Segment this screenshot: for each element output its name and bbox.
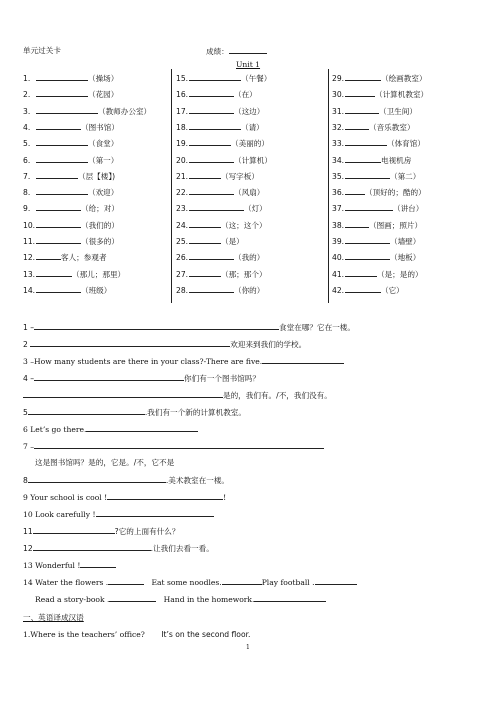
vocab-hint: （花园） [88, 90, 119, 100]
vocab-number: 20. [176, 155, 189, 165]
score-label: 成绩： [206, 46, 267, 56]
vocab-row [332, 220, 422, 230]
vocab-row [176, 236, 244, 246]
vocab-answer-blank[interactable] [345, 171, 390, 179]
vocab-hint: （音乐教室） [369, 122, 415, 132]
vocab-row [23, 187, 118, 197]
vocab-number: 37. [332, 204, 345, 214]
vocab-answer-blank[interactable] [36, 106, 98, 114]
vocab-row [176, 155, 272, 165]
vocab-hint: （我们的） [81, 220, 119, 230]
vocab-number: 17. [176, 106, 189, 116]
vocab-answer-blank[interactable] [36, 155, 88, 163]
vocab-hint: （是；是的） [377, 269, 423, 279]
vocab-hint: （我的） [234, 253, 265, 263]
vocab-number: 2. [23, 90, 31, 100]
vocab-answer-blank[interactable] [189, 122, 241, 130]
vocab-row [176, 89, 257, 99]
vocab-answer-blank[interactable] [36, 236, 81, 244]
sentence-11: 11 ?它的上面有什么？ [23, 527, 180, 536]
vocab-answer-blank[interactable] [189, 106, 234, 114]
vocab-hint: （层【楼】) [78, 171, 116, 181]
vocab-hint: （写字板） [221, 171, 259, 181]
vocab-answer-blank[interactable] [36, 285, 81, 293]
vocab-number: 13. [23, 269, 36, 279]
vocab-row [176, 203, 267, 213]
vocab-answer-blank[interactable] [36, 269, 72, 277]
vocab-hint: （请） [241, 122, 264, 132]
vocab-number: 42. [332, 285, 345, 295]
vocab-answer-blank[interactable] [345, 220, 369, 228]
answer-blank[interactable] [108, 577, 144, 585]
answer-blank[interactable] [222, 577, 262, 585]
sentence-7: 7 – [23, 441, 324, 451]
score-blank[interactable] [229, 46, 267, 54]
vocab-hint: （欢迎） [88, 188, 119, 198]
vocab-row [23, 269, 125, 279]
sentence-3: 3 –How many students are there in your class?-There are five. [23, 356, 344, 366]
vocab-row [23, 285, 111, 295]
vocab-row [176, 285, 264, 295]
vocab-row [23, 122, 119, 132]
vocab-row [23, 73, 118, 83]
vocab-answer-blank[interactable] [36, 220, 81, 228]
vocab-row [23, 171, 115, 181]
vocab-answer-blank[interactable] [345, 187, 365, 195]
answer-blank[interactable] [254, 594, 326, 602]
sentence-10: 10 Look carefully ! [23, 509, 214, 519]
vocab-hint: （卫生间） [379, 106, 417, 116]
vocab-hint: （墙壁） [390, 237, 421, 246]
column-divider [171, 69, 172, 303]
vocab-number: 32. [332, 122, 345, 132]
vocab-number: 33. [332, 139, 345, 149]
vocab-row [176, 220, 267, 230]
vocab-number: 3. [23, 106, 31, 116]
vocab-row [23, 155, 118, 165]
vocab-answer-blank[interactable] [345, 106, 379, 114]
vocab-number: 34. [332, 155, 345, 165]
sentence-7b: 这是图书馆吗？是的，它是。/不，它不是 [35, 458, 175, 467]
sentence-14: 14 Water the flowers . Eat some noodles. Play football . [23, 577, 357, 587]
answer-blank[interactable] [34, 441, 324, 449]
vocab-hint: （食堂） [88, 139, 119, 149]
question-1-answer: It’s on the second floor. [161, 630, 251, 639]
vocab-hint: （它） [381, 285, 404, 295]
vocab-hint: （午餐） [241, 74, 272, 83]
vocab-row [332, 89, 428, 99]
vocab-answer-blank[interactable] [189, 155, 234, 163]
vocab-answer-blank[interactable] [36, 171, 78, 179]
vocab-hint: （班级） [81, 285, 112, 295]
column-divider [328, 69, 329, 303]
vocab-row [332, 138, 425, 148]
vocab-answer-blank[interactable] [189, 252, 234, 260]
answer-blank[interactable] [28, 475, 166, 483]
vocab-row [23, 138, 118, 148]
answer-blank[interactable] [34, 322, 279, 330]
vocab-number: 15. [176, 74, 189, 83]
sentence-9: 9 Your school is cool ! ! [23, 493, 227, 502]
vocab-number: 35. [332, 171, 345, 181]
vocab-answer-blank[interactable] [345, 155, 381, 163]
vocab-number: 23. [176, 204, 189, 214]
vocab-number: 25. [176, 237, 189, 246]
vocab-row [176, 106, 264, 116]
vocab-number: 21. [176, 171, 189, 181]
vocab-answer-blank[interactable] [36, 73, 88, 81]
vocab-row [176, 187, 264, 197]
vocab-hint: （那儿；那里） [72, 269, 126, 279]
vocab-hint: （很多的） [81, 237, 119, 246]
vocab-row [23, 106, 151, 116]
sentence-12: 12 .让我们去看一看。 [23, 544, 214, 553]
vocab-answer-blank[interactable] [345, 89, 375, 97]
vocab-row [332, 171, 420, 181]
answer-blank[interactable] [34, 373, 184, 381]
vocab-number: 36. [332, 188, 345, 198]
vocab-row [23, 236, 119, 246]
vocab-number: 10. [23, 220, 36, 230]
answer-blank[interactable] [23, 390, 223, 398]
vocab-answer-blank[interactable] [36, 89, 88, 97]
vocab-hint: （这；这个） [221, 220, 267, 230]
vocab-number: 7. [23, 171, 31, 181]
vocab-number: 16. [176, 90, 189, 100]
vocab-hint: （顶好的；酷的） [365, 188, 426, 198]
vocab-hint: （这边） [234, 106, 265, 116]
vocab-answer-blank[interactable] [189, 220, 221, 228]
vocab-answer-blank[interactable] [345, 236, 390, 244]
answer-blank[interactable] [315, 577, 357, 585]
sentence-4: 4 – 你们有一个图书馆吗？ [23, 374, 260, 383]
vocab-number: 39. [332, 237, 345, 246]
vocab-hint: （第二） [390, 171, 421, 181]
answer-blank[interactable] [30, 339, 230, 347]
vocab-hint: 电视机房 [381, 155, 412, 165]
vocab-row [176, 171, 259, 181]
vocab-hint: （讲台） [393, 204, 424, 214]
vocab-hint: （体育馆） [387, 139, 425, 149]
vocab-answer-blank[interactable] [189, 203, 244, 211]
sentence-8: 8 .美术教室在一楼。 [23, 476, 230, 485]
vocab-answer-blank[interactable] [36, 122, 81, 130]
vocab-row [332, 122, 415, 132]
card-title: 单元过关卡 [23, 46, 61, 55]
vocab-number: 24. [176, 220, 189, 230]
vocab-row [176, 269, 267, 279]
vocab-number: 8. [23, 188, 31, 198]
vocab-hint: （美丽的） [231, 139, 269, 149]
vocab-answer-blank[interactable] [189, 89, 234, 97]
vocab-hint: （教师办公室） [98, 106, 152, 116]
answer-blank[interactable] [262, 356, 344, 364]
vocab-answer-blank[interactable] [345, 203, 393, 211]
vocab-number: 1. [23, 74, 31, 83]
vocab-hint: （计算机） [234, 155, 272, 165]
vocab-row [332, 252, 420, 262]
vocab-hint: （第一） [88, 155, 119, 165]
vocab-hint: （计算机教室） [375, 90, 429, 100]
sentence-5: 5 .我们有一个新的计算机教室。 [23, 408, 246, 417]
answer-blank[interactable] [80, 560, 116, 568]
vocab-hint: （绘画教室） [381, 74, 427, 83]
answer-blank[interactable] [107, 492, 223, 500]
vocab-answer-blank[interactable] [345, 138, 387, 146]
sentence-1: 1 – 食堂在哪？它在一楼。 [23, 323, 355, 332]
vocab-number: 30. [332, 90, 345, 100]
vocab-hint: （灯） [244, 204, 267, 214]
answer-blank[interactable] [28, 407, 145, 415]
vocab-row [332, 269, 423, 279]
vocab-hint: （图书馆） [81, 122, 119, 132]
vocab-hint: （图画；照片） [369, 220, 423, 230]
vocab-number: 19. [176, 139, 189, 149]
answer-blank[interactable] [109, 594, 156, 602]
vocab-number: 18. [176, 122, 189, 132]
answer-blank[interactable] [33, 543, 151, 551]
vocab-number: 26. [176, 253, 189, 263]
vocab-answer-blank[interactable] [189, 285, 234, 293]
vocab-number: 41. [332, 269, 345, 279]
page-number: 1 [246, 644, 250, 651]
answer-blank[interactable] [96, 509, 214, 517]
sentence-14b: Read a story-book . Hand in the homework. [35, 594, 326, 604]
vocab-answer-blank[interactable] [189, 171, 221, 179]
sentence-2: 2 欢迎来到我们的学校。 [23, 340, 307, 349]
vocab-answer-blank[interactable] [345, 122, 369, 130]
unit-title: Unit 1 [236, 60, 261, 69]
vocab-answer-blank[interactable] [189, 187, 234, 195]
vocab-number: 29. [332, 74, 345, 83]
vocab-hint: （给；对） [81, 204, 119, 214]
vocab-number: 6. [23, 155, 31, 165]
vocab-number: 22. [176, 188, 189, 198]
vocab-answer-blank[interactable] [36, 252, 61, 260]
question-1: 1.Where is the teachers’ office? It’s on the second floor. [23, 630, 251, 639]
vocab-number: 31. [332, 106, 345, 116]
vocab-row [176, 252, 264, 262]
vocab-number: 40. [332, 253, 345, 263]
vocab-row [23, 220, 119, 230]
vocab-answer-blank[interactable] [36, 203, 81, 211]
vocab-answer-blank[interactable] [345, 269, 377, 277]
vocab-number: 38. [332, 220, 345, 230]
vocab-row [332, 236, 420, 246]
vocab-row [332, 285, 404, 295]
sentence-13: 13 Wonderful ! [23, 560, 116, 570]
vocab-row [176, 73, 271, 83]
vocab-hint: 客人；参观者 [61, 253, 107, 263]
vocab-hint: （是） [221, 237, 244, 246]
vocab-answer-blank[interactable] [189, 236, 221, 244]
vocab-row [332, 73, 427, 83]
vocab-row [332, 155, 411, 165]
vocab-number: 14. [23, 285, 36, 295]
vocab-number: 11. [23, 237, 36, 246]
vocab-hint: （你的） [234, 285, 265, 295]
vocab-answer-blank[interactable] [36, 138, 88, 146]
vocab-number: 5. [23, 139, 31, 149]
vocab-hint: （那；那个） [221, 269, 267, 279]
vocab-number: 27. [176, 269, 189, 279]
vocab-number: 12. [23, 253, 36, 263]
vocab-answer-blank[interactable] [345, 73, 381, 81]
vocab-hint: （风扇） [234, 188, 265, 198]
vocab-answer-blank[interactable] [36, 187, 88, 195]
vocab-number: 9. [23, 204, 31, 214]
vocab-number: 4. [23, 122, 31, 132]
vocab-row [332, 203, 423, 213]
answer-blank[interactable] [33, 526, 115, 534]
vocab-row [176, 122, 264, 132]
sentence-6: 6 Let’s go there. [23, 424, 198, 434]
vocab-answer-blank[interactable] [189, 269, 221, 277]
answer-blank[interactable] [86, 424, 198, 432]
vocab-row [23, 203, 119, 213]
section-heading: 一、英语译成汉语 [23, 613, 84, 622]
vocab-row [176, 138, 269, 148]
vocab-hint: （操场） [88, 74, 119, 83]
vocab-hint: （在） [234, 90, 257, 100]
vocab-answer-blank[interactable] [189, 138, 231, 146]
vocab-hint: （地板） [390, 253, 421, 263]
vocab-row [23, 252, 107, 262]
vocab-answer-blank[interactable] [345, 252, 390, 260]
vocab-row [332, 106, 417, 116]
vocab-answer-blank[interactable] [345, 285, 381, 293]
vocab-number: 28. [176, 285, 189, 295]
vocab-row [332, 187, 426, 197]
vocab-answer-blank[interactable] [189, 73, 241, 81]
vocab-row [23, 89, 118, 99]
sentence-4b: 是的，我们有。/不，我们没有。 [23, 390, 332, 400]
